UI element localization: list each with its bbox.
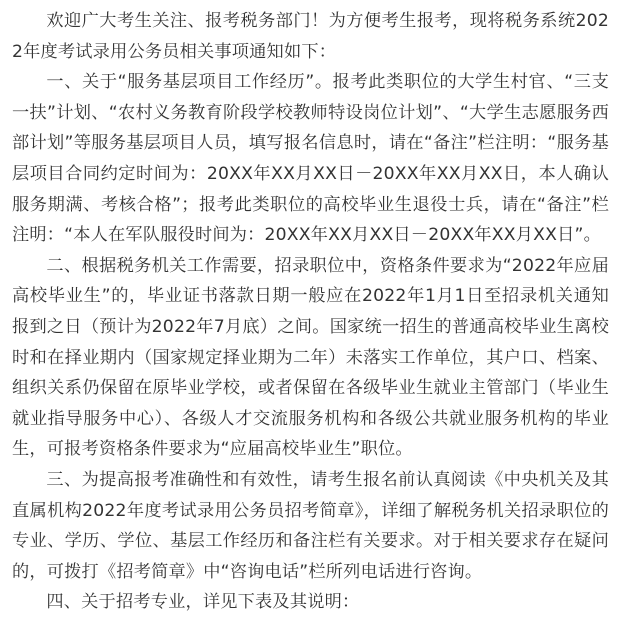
intro-paragraph: 欢迎广大考生关注、报考税务部门！为方便考生报考，现将税务系统2022年度考试录用公务员相关事项通知如下： [12,11,609,62]
section-three-paragraph: 三、为提高报考准确性和有效性，请考生报名前认真阅读《中央机关及其直属机构2022年度考试录用公务员招考简章》，详细了解税务机关招录职位的专业、学历、学位、基层工作经历和备注栏有关要求。对于相关要求存在疑问的，可拨打《招考简章》中“咨询电话”栏所列电话进行咨询。 [12,469,609,582]
section-two-paragraph: 二、根据税务机关工作需要，招录职位中，资格条件要求为“2022年应届高校毕业生”的，毕业证书落款日期一般应在2022年1月1日至招录机关通知报到之日（预计为2022年7月底）之间。国家统一招生的普通高校毕业生离校时和在择业期内（国家规定择业期为二年）未落实工作单位，其户口、档案、组织关系仍保留在原毕业学校，或者保留在各级毕业生就业主管部门（毕业生就业指导服务中心）、各级人才交流服务机构和各级公共就业服务机构的毕业生，可报考资格条件要求为“应届高校毕业生”职位。 [12,255,609,460]
section-one-paragraph: 一、关于“服务基层项目工作经历”。报考此类职位的大学生村官、“三支一扶”计划、“农村义务教育阶段学校教师特设岗位计划”、“大学生志愿服务西部计划”等服务基层项目人员，填写报名信息时，请在“备注”栏注明：“服务基层项目合同约定时间为：20XX年XX月XX日－20XX年XX月XX日，本人确认服务期满、考核合格”；报考此类职位的高校毕业生退役士兵，请在“备注”栏注明：“本人在军队服役时间为：20XX年XX月XX日－20XX年XX月XX日”。 [12,72,609,246]
section-four-paragraph: 四、关于招考专业，详见下表及其说明： [46,592,360,613]
